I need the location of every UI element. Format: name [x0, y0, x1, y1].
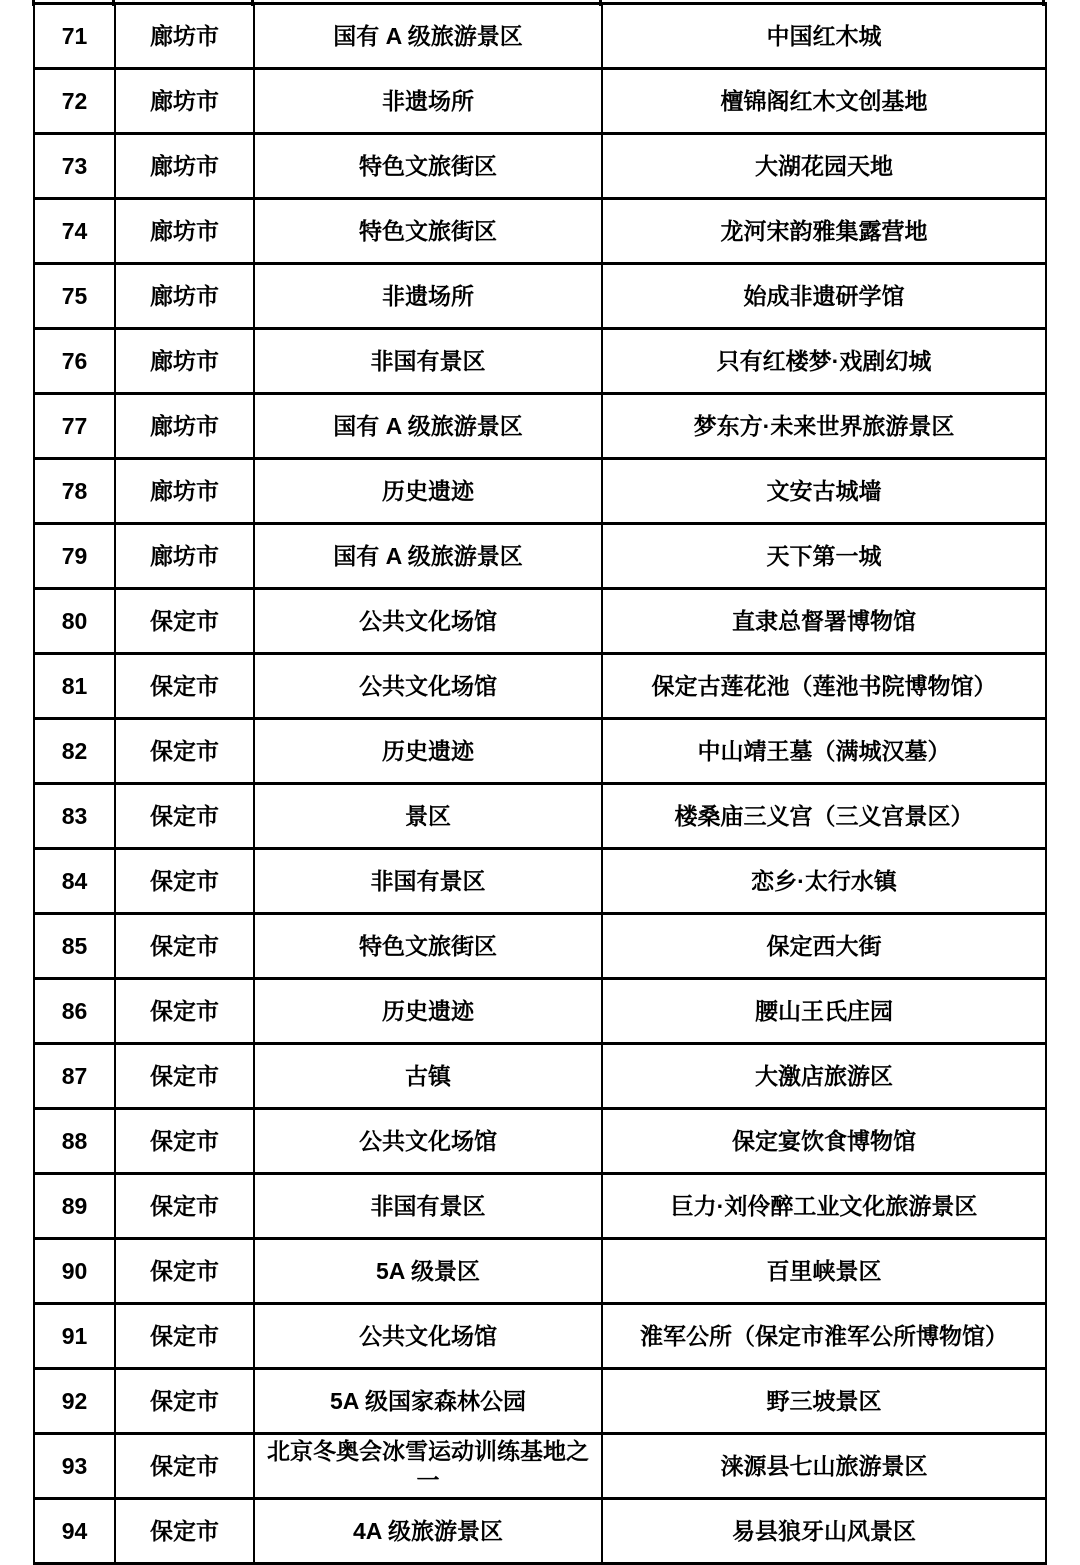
cell-category: 公共文化场馆	[254, 654, 602, 719]
table-row	[34, 1239, 1046, 1304]
cell-city: 保定市	[115, 1239, 254, 1304]
cell-category: 非遗场所	[254, 69, 602, 134]
cell-category: 景区	[254, 784, 602, 849]
cell-attraction-name: 大激店旅游区	[602, 1044, 1046, 1109]
cell-attraction-name: 保定宴饮食博物馆	[602, 1109, 1046, 1174]
cell-city: 保定市	[115, 784, 254, 849]
cell-attraction-name: 巨力·刘伶醉工业文化旅游景区	[602, 1174, 1046, 1239]
table-row	[34, 849, 1046, 914]
cell-number: 74	[34, 199, 115, 264]
cell-attraction-name: 楼桑庙三义宫（三义宫景区）	[602, 784, 1046, 849]
cell-category: 5A 级国家森林公园	[254, 1369, 602, 1434]
cell-city: 廊坊市	[115, 264, 254, 329]
cell-attraction-name: 腰山王氏庄园	[602, 979, 1046, 1044]
cell-attraction-name: 易县狼牙山风景区	[602, 1499, 1046, 1564]
cell-category: 古镇	[254, 1044, 602, 1109]
attractions-table-body	[34, 4, 1046, 1564]
cell-attraction-name: 天下第一城	[602, 524, 1046, 589]
cell-attraction-name: 百里峡景区	[602, 1239, 1046, 1304]
cell-category: 5A 级景区	[254, 1239, 602, 1304]
cell-attraction-name: 恋乡·太行水镇	[602, 849, 1046, 914]
cell-city: 廊坊市	[115, 394, 254, 459]
cell-city: 保定市	[115, 1174, 254, 1239]
table-row	[34, 134, 1046, 199]
cell-category: 特色文旅街区	[254, 199, 602, 264]
cell-city: 保定市	[115, 1304, 254, 1369]
cell-city: 保定市	[115, 1499, 254, 1564]
table-row	[34, 69, 1046, 134]
table-row	[34, 264, 1046, 329]
table-row	[34, 1499, 1046, 1564]
cell-attraction-name: 保定西大街	[602, 914, 1046, 979]
table-row	[34, 589, 1046, 654]
table-row	[34, 979, 1046, 1044]
cell-city: 保定市	[115, 1109, 254, 1174]
cell-category: 4A 级旅游景区	[254, 1499, 602, 1564]
table-row	[34, 719, 1046, 784]
cell-number: 94	[34, 1499, 115, 1564]
cell-city: 廊坊市	[115, 199, 254, 264]
cell-number: 75	[34, 264, 115, 329]
cell-number: 79	[34, 524, 115, 589]
cell-number: 71	[34, 4, 115, 69]
table-row	[34, 1304, 1046, 1369]
table-row	[34, 784, 1046, 849]
cell-category: 非国有景区	[254, 849, 602, 914]
cell-category: 非遗场所	[254, 264, 602, 329]
table-row	[34, 1174, 1046, 1239]
cell-attraction-name: 中山靖王墓（满城汉墓）	[602, 719, 1046, 784]
cell-number: 78	[34, 459, 115, 524]
cell-city: 廊坊市	[115, 134, 254, 199]
cell-number: 85	[34, 914, 115, 979]
cell-attraction-name: 淮军公所（保定市淮军公所博物馆）	[602, 1304, 1046, 1369]
cell-city: 保定市	[115, 979, 254, 1044]
cell-attraction-name: 直隶总督署博物馆	[602, 589, 1046, 654]
cell-attraction-name: 野三坡景区	[602, 1369, 1046, 1434]
cell-category: 非国有景区	[254, 329, 602, 394]
table-row	[34, 914, 1046, 979]
cell-number: 92	[34, 1369, 115, 1434]
cell-city: 廊坊市	[115, 329, 254, 394]
cell-category: 特色文旅街区	[254, 914, 602, 979]
cell-city: 廊坊市	[115, 459, 254, 524]
cell-category: 公共文化场馆	[254, 1304, 602, 1369]
cell-category: 公共文化场馆	[254, 1109, 602, 1174]
cell-category: 历史遗迹	[254, 459, 602, 524]
cell-attraction-name: 梦东方·未来世界旅游景区	[602, 394, 1046, 459]
cell-number: 72	[34, 69, 115, 134]
cell-city: 保定市	[115, 914, 254, 979]
cell-city: 保定市	[115, 1434, 254, 1499]
cell-category: 北京冬奥会冰雪运动训练基地之一	[254, 1434, 602, 1499]
cell-category: 非国有景区	[254, 1174, 602, 1239]
cell-city: 廊坊市	[115, 524, 254, 589]
cell-attraction-name: 中国红木城	[602, 4, 1046, 69]
cell-city: 保定市	[115, 849, 254, 914]
table-row	[34, 1044, 1046, 1109]
cell-attraction-name: 檀锦阁红木文创基地	[602, 69, 1046, 134]
cell-attraction-name: 保定古莲花池（莲池书院博物馆）	[602, 654, 1046, 719]
cell-category: 国有 A 级旅游景区	[254, 394, 602, 459]
cell-city: 保定市	[115, 589, 254, 654]
cell-number: 73	[34, 134, 115, 199]
table-row	[34, 1434, 1046, 1499]
cell-category: 公共文化场馆	[254, 589, 602, 654]
table-row	[34, 1109, 1046, 1174]
cell-attraction-name: 涞源县七山旅游景区	[602, 1434, 1046, 1499]
table-row	[34, 459, 1046, 524]
cell-city: 保定市	[115, 654, 254, 719]
cell-city: 保定市	[115, 1369, 254, 1434]
cell-attraction-name: 文安古城墙	[602, 459, 1046, 524]
cell-number: 88	[34, 1109, 115, 1174]
table-row	[34, 1369, 1046, 1434]
cell-number: 91	[34, 1304, 115, 1369]
cell-category: 国有 A 级旅游景区	[254, 4, 602, 69]
cell-city: 保定市	[115, 719, 254, 784]
cell-city: 廊坊市	[115, 4, 254, 69]
cell-number: 89	[34, 1174, 115, 1239]
cell-number: 84	[34, 849, 115, 914]
cell-category: 特色文旅街区	[254, 134, 602, 199]
cell-number: 82	[34, 719, 115, 784]
cell-number: 87	[34, 1044, 115, 1109]
cell-number: 76	[34, 329, 115, 394]
table-row	[34, 394, 1046, 459]
attractions-table	[33, 2, 1047, 1565]
cell-attraction-name: 只有红楼梦·戏剧幻城	[602, 329, 1046, 394]
table-row	[34, 329, 1046, 394]
cell-category: 历史遗迹	[254, 979, 602, 1044]
cell-number: 80	[34, 589, 115, 654]
cell-city: 保定市	[115, 1044, 254, 1109]
cell-attraction-name: 始成非遗研学馆	[602, 264, 1046, 329]
cell-number: 86	[34, 979, 115, 1044]
cell-number: 77	[34, 394, 115, 459]
cell-number: 90	[34, 1239, 115, 1304]
cell-attraction-name: 大湖花园天地	[602, 134, 1046, 199]
cell-attraction-name: 龙河宋韵雅集露营地	[602, 199, 1046, 264]
table-row	[34, 4, 1046, 69]
cell-city: 廊坊市	[115, 69, 254, 134]
cell-category: 国有 A 级旅游景区	[254, 524, 602, 589]
table-row	[34, 199, 1046, 264]
table-row	[34, 524, 1046, 589]
cell-number: 81	[34, 654, 115, 719]
cell-number: 83	[34, 784, 115, 849]
cell-number: 93	[34, 1434, 115, 1499]
cell-category: 历史遗迹	[254, 719, 602, 784]
table-row	[34, 654, 1046, 719]
